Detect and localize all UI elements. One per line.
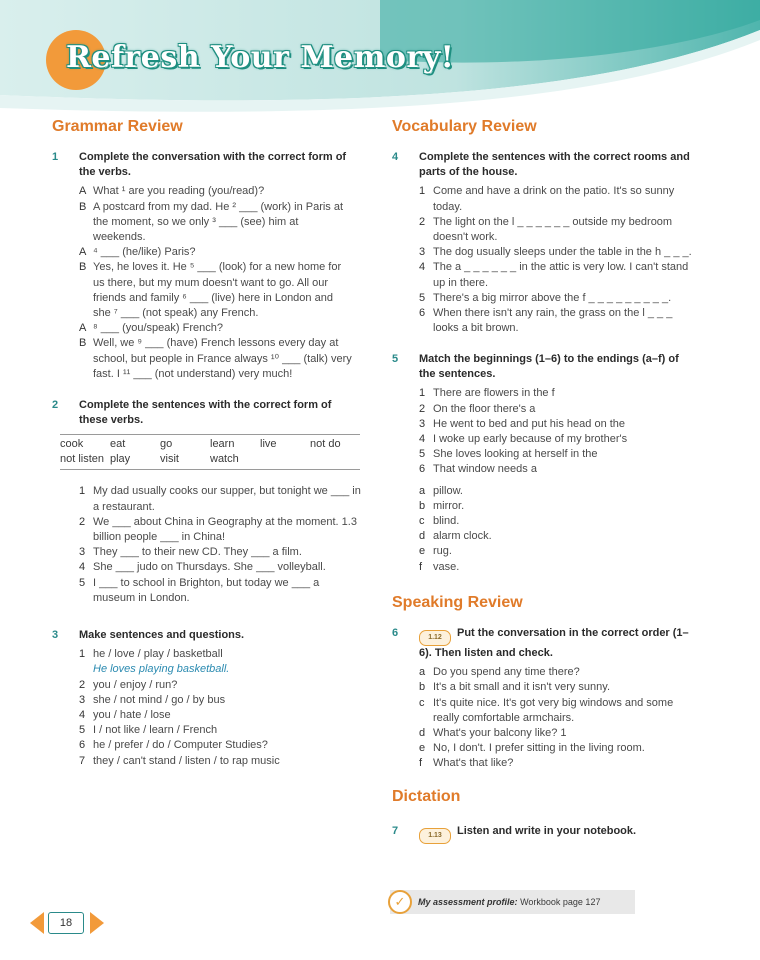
list-item — [419, 245, 692, 260]
item-text: What's that like? — [433, 757, 514, 770]
exercise-number: 3 — [52, 629, 59, 641]
item-text: The dog usually sleeps under the table in the h _ _ _. — [433, 246, 692, 259]
list-item — [419, 215, 692, 245]
item-text: It's quite nice. It's got very big windows and some really comfortable armchairs. — [433, 696, 674, 724]
item-text: ⁴ ___ (he/like) Paris? — [93, 246, 196, 259]
list-item: 1 he / love / play / basketball — [79, 648, 223, 661]
item-key: 6 — [419, 307, 426, 320]
exercise-3 — [52, 628, 352, 769]
item-key: d — [419, 727, 426, 740]
item-text: he / prefer / do / Computer Studies? — [93, 739, 268, 752]
word-box — [60, 434, 360, 470]
item-text: He went to bed and put his head on the — [433, 417, 626, 430]
item-text: you / hate / lose — [93, 709, 171, 722]
list-item — [419, 665, 692, 680]
list-item — [419, 386, 692, 401]
audio-track-icon[interactable]: 1.13 — [419, 828, 451, 844]
item-text: pillow. — [433, 484, 463, 497]
page-number: 18 — [48, 912, 84, 934]
item-text: It's a bit small and it isn't very sunny. — [433, 681, 611, 694]
item-key: e — [419, 545, 426, 558]
item-text: I / not like / learn / French — [93, 724, 218, 737]
item-key: 4 — [419, 433, 426, 446]
word-box-row — [60, 437, 360, 452]
item-text: blind. — [433, 515, 460, 528]
list-item — [419, 514, 692, 529]
item-key: a — [419, 484, 426, 497]
list-item — [419, 184, 692, 214]
item-text: you / enjoy / run? — [93, 678, 178, 691]
list-item — [419, 529, 692, 544]
exercise-instruction: Complete the conversation with the correct form of the verbs. — [79, 151, 347, 179]
item-key: b — [419, 681, 426, 694]
item-key: 5 — [79, 576, 86, 589]
next-page-icon[interactable] — [90, 912, 104, 934]
item-text: Come and have a drink on the patio. It's so sunny today. — [433, 185, 675, 213]
word-box-word: not do — [310, 438, 341, 451]
checkmark-icon: ✓ — [388, 890, 412, 914]
item-text: A postcard from my dad. He ² ___ (work) in Paris at the moment, so we only ³ ___ (see) him at weekends. — [93, 200, 344, 244]
word-box-word: watch — [210, 453, 239, 466]
exercise-number: 2 — [52, 399, 59, 411]
item-key: A — [79, 185, 87, 198]
item-key: 5 — [419, 448, 426, 461]
item-text: The light on the l _ _ _ _ _ _ outside my bedroom doesn't work. — [433, 215, 673, 244]
item-text: The a _ _ _ _ _ _ in the attic is very low. I can't stand up in there. — [433, 261, 689, 289]
list-item — [79, 184, 352, 199]
item-text: When there isn't any rain, the grass on the l _ _ _ looks a bit brown. — [433, 307, 673, 335]
word-box-word: eat — [110, 438, 126, 451]
item-key: 3 — [419, 246, 426, 259]
grammar-review-heading: Grammar Review — [52, 118, 183, 135]
item-text: Do you spend any time there? — [433, 666, 580, 679]
exercise-number: 4 — [392, 151, 399, 163]
list-item — [79, 484, 362, 514]
item-key: 4 — [79, 561, 86, 574]
item-text: Well, we ⁹ ___ (have) French lessons every day at school, but people in France always ¹⁰ ___ (talk) very fast. I ¹¹ ___ (not understand) very much! — [93, 337, 352, 380]
previous-page-icon[interactable] — [30, 912, 44, 934]
item-text: vase. — [433, 560, 460, 573]
list-item — [79, 693, 352, 708]
item-key: 2 — [79, 678, 86, 691]
item-key: 3 — [79, 693, 86, 706]
exercise-1-items — [79, 184, 352, 382]
exercise-instruction: Put the conversation in the correct order (1–6). Then listen and check. — [419, 627, 689, 659]
item-key: c — [419, 515, 425, 528]
item-key: e — [419, 742, 426, 755]
list-item — [419, 462, 692, 477]
list-item — [79, 738, 352, 753]
dictation-heading: Dictation — [392, 788, 461, 805]
item-key: 6 — [419, 463, 426, 476]
item-text: They ___ to their new CD. They ___ a film. — [93, 546, 302, 559]
item-text: There's a big mirror above the f _ _ _ _ _ _ _ _ _. — [433, 291, 672, 304]
exercise-2-items — [79, 484, 362, 606]
item-key: A — [79, 246, 87, 259]
item-key: f — [419, 560, 423, 573]
item-key: B — [79, 261, 87, 274]
item-text: My dad usually cooks our supper, but tonight we ___ in a restaurant. — [93, 485, 361, 513]
item-text: That window needs a — [433, 463, 537, 476]
word-box-row — [60, 452, 360, 467]
item-key: 7 — [79, 754, 86, 767]
list-item — [79, 576, 362, 606]
item-key: 4 — [79, 709, 86, 722]
exercise-number: 1 — [52, 151, 59, 163]
item-key: d — [419, 530, 426, 543]
exercise-2 — [52, 398, 362, 606]
item-text: No, I don't. I prefer sitting in the living room. — [433, 742, 645, 755]
list-item — [419, 417, 692, 432]
list-item — [79, 321, 352, 336]
exercise-number: 7 — [392, 825, 399, 837]
item-text: There are flowers in the f — [433, 387, 555, 400]
list-item — [79, 545, 362, 560]
exercise-5 — [392, 352, 692, 575]
exercise-6 — [392, 626, 692, 772]
list-item — [419, 544, 692, 559]
list-item — [79, 336, 352, 382]
item-key: 4 — [419, 261, 426, 274]
item-text: alarm clock. — [433, 530, 492, 543]
word-box-word: cook — [60, 438, 84, 451]
list-item — [419, 680, 692, 695]
item-text: they / can't stand / listen / to rap music — [93, 754, 280, 767]
list-item — [79, 560, 362, 575]
exercise-4-items — [419, 184, 692, 336]
exercise-instruction: Complete the sentences with the correct form of these verbs. — [79, 399, 332, 427]
exercise-instruction: Make sentences and questions. — [79, 629, 245, 641]
exercise-6-items — [419, 665, 692, 771]
list-item — [419, 499, 692, 514]
item-key: 5 — [79, 724, 86, 737]
item-key: a — [419, 666, 426, 679]
item-text: On the floor there's a — [433, 402, 536, 415]
list-item — [419, 260, 692, 290]
item-text: We ___ about China in Geography at the moment. 1.3 billion people ___ in China! — [93, 515, 357, 544]
word-box-word: live — [260, 438, 277, 451]
list-item — [79, 260, 352, 321]
item-text: She loves looking at herself in the — [433, 448, 598, 461]
item-text: What's your balcony like? 1 — [433, 727, 567, 740]
example-answer: He loves playing basketball. — [93, 663, 230, 676]
page-title: Refresh Your Memory! — [66, 40, 455, 75]
list-item — [79, 678, 352, 693]
list-item — [79, 708, 352, 723]
list-item — [419, 484, 692, 499]
item-key: A — [79, 322, 87, 335]
item-key: B — [79, 200, 87, 213]
item-text: rug. — [433, 545, 452, 558]
list-item — [419, 560, 692, 575]
word-box-word: not listen — [60, 453, 105, 466]
list-item — [419, 432, 692, 447]
list-item — [419, 402, 692, 417]
exercise-3-items — [79, 678, 352, 769]
item-key: B — [79, 337, 87, 350]
item-key: 2 — [419, 215, 426, 228]
exercise-instruction: Listen and write in your notebook. — [457, 825, 637, 837]
item-key: 3 — [79, 546, 86, 559]
item-key: 6 — [79, 739, 86, 752]
word-box-word: learn — [210, 438, 235, 451]
item-text: ⁸ ___ (you/speak) French? — [93, 322, 223, 335]
exercise-instruction: Complete the sentences with the correct rooms and parts of the house. — [419, 151, 690, 179]
list-item — [79, 754, 352, 769]
exercise-5-endings — [419, 484, 692, 575]
list-item — [419, 291, 692, 306]
item-key: 2 — [79, 515, 86, 528]
list-item — [419, 447, 692, 462]
item-key: c — [419, 696, 425, 709]
word-box-word: visit — [160, 453, 179, 466]
exercise-4 — [392, 150, 692, 336]
item-text: I ___ to school in Brighton, but today we ___ a museum in London. — [93, 576, 320, 604]
list-item — [419, 306, 692, 336]
exercise-7 — [392, 824, 692, 844]
assessment-profile: ✓ My assessment profile: Workbook page 127 — [390, 890, 635, 914]
item-text: mirror. — [433, 499, 465, 512]
speaking-review-heading: Speaking Review — [392, 594, 523, 611]
item-key: 1 — [79, 485, 86, 498]
exercise-5-items — [419, 386, 692, 477]
word-box-word: play — [110, 453, 131, 466]
item-text: She ___ judo on Thursdays. She ___ volleyball. — [93, 561, 326, 574]
list-item — [419, 756, 692, 771]
audio-track-icon[interactable]: 1.12 — [419, 630, 451, 646]
item-key: 1 — [419, 185, 426, 198]
item-text: What ¹ are you reading (you/read)? — [93, 185, 265, 198]
item-text: I woke up early because of my brother's — [433, 433, 628, 446]
word-box-word: go — [160, 438, 173, 451]
list-item — [79, 515, 362, 545]
item-key: 2 — [419, 402, 426, 415]
vocabulary-review-heading: Vocabulary Review — [392, 118, 537, 135]
exercise-1 — [52, 150, 352, 382]
item-text: Yes, he loves it. He ⁵ ___ (look) for a new home for us there, but my mum doesn't want to go. All our friends and family ⁶ ___ (live) here in London and she ⁷ ___ (not speak) any French. — [93, 261, 342, 320]
list-item — [419, 726, 692, 741]
list-item — [79, 245, 352, 260]
list-item — [419, 696, 692, 726]
exercise-number: 5 — [392, 353, 399, 365]
list-item — [79, 200, 352, 246]
list-item — [419, 741, 692, 756]
item-key: 3 — [419, 417, 426, 430]
exercise-instruction: Match the beginnings (1–6) to the endings (a–f) of the sentences. — [419, 353, 679, 381]
item-key: f — [419, 757, 423, 770]
list-item — [79, 723, 352, 738]
item-key: b — [419, 499, 426, 512]
item-key: 1 — [419, 387, 426, 400]
exercise-number: 6 — [392, 627, 399, 639]
item-key: 5 — [419, 291, 426, 304]
item-text: she / not mind / go / by bus — [93, 693, 226, 706]
